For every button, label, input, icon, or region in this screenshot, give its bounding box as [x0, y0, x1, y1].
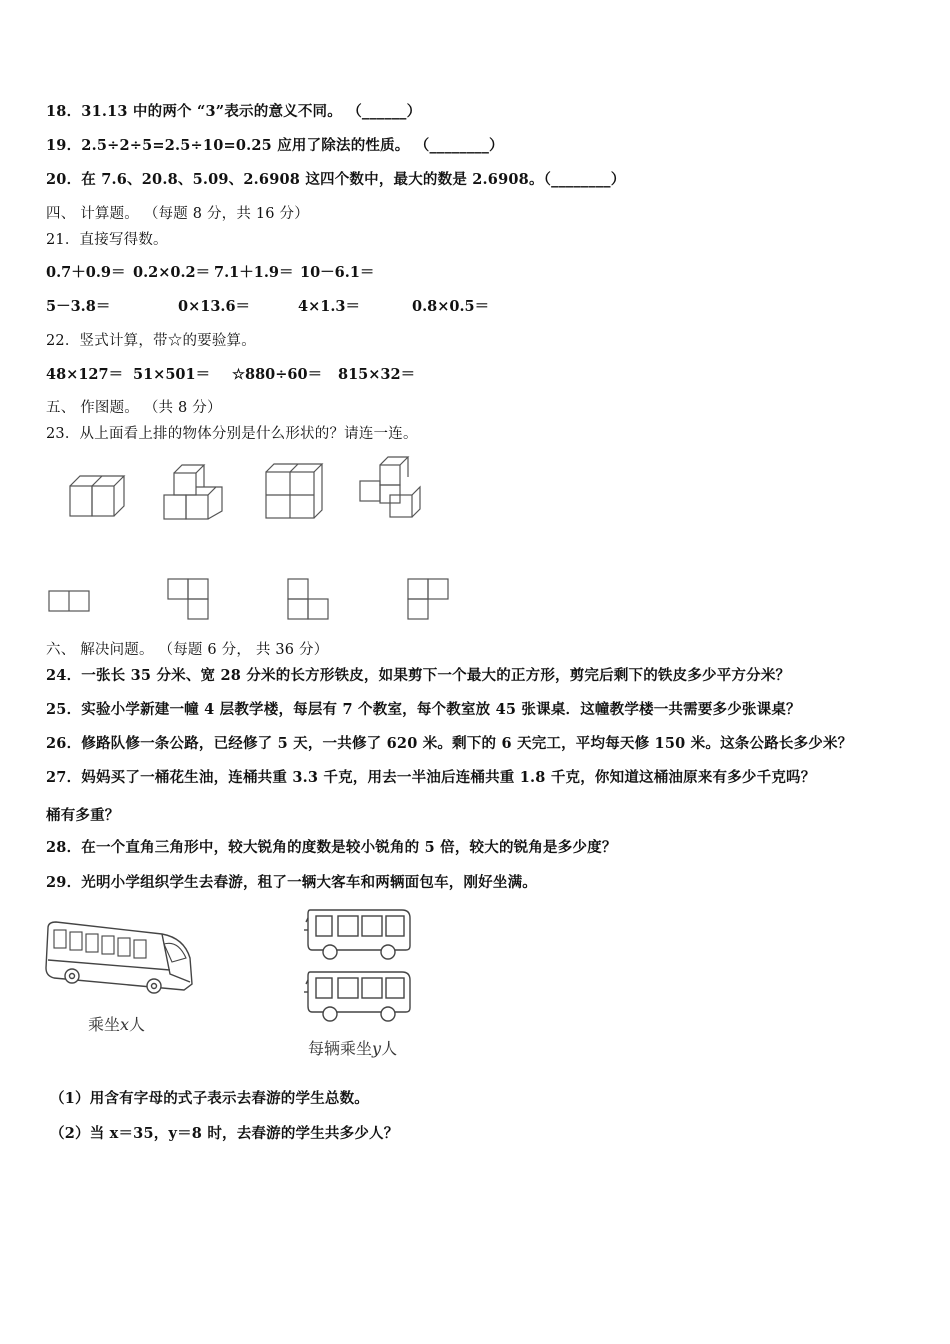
- calc-item: 51×501＝: [133, 366, 211, 383]
- sub-question-2: （2）当 x＝35，y＝8 时，去春游的学生共多少人？: [50, 1125, 399, 1142]
- cube-figure-4: [358, 455, 422, 519]
- calc-item: 5－3.8＝: [46, 298, 111, 315]
- sub-question-1: （1）用含有字母的式子表示去春游的学生总数。: [50, 1090, 369, 1107]
- question-29: 29．光明小学组织学生去春游，租了一辆大客车和两辆面包车，刚好坐满。: [46, 874, 537, 891]
- cube-figure-3: [264, 462, 322, 520]
- view-shape-2: [166, 578, 210, 622]
- van-illustration: [302, 966, 414, 1024]
- calc-item: 10－6.1＝: [300, 264, 375, 281]
- calc-item: 0.8×0.5＝: [412, 298, 490, 315]
- question-19: 19．2.5÷2÷5=2.5÷10=0.25 应用了除法的性质。 （________）: [46, 137, 504, 154]
- question-26: 26．修路队修一条公路，已经修了 5 天，一共修了 620 米。剩下的 6 天完工，平均每天修 150 米。这条公路长多少米？: [46, 735, 853, 752]
- calc-item: 48×127＝: [46, 366, 124, 383]
- question-20: 20．在 7.6、20.8、5.09、2.6908 这四个数中，最大的数是 2.6908。（________）: [46, 171, 626, 188]
- section-6-heading: 六、 解决问题。 （每题 6 分， 共 36 分）: [46, 642, 329, 658]
- calc-item: 815×32＝: [338, 366, 416, 383]
- calc-item: 0×13.6＝: [178, 298, 251, 315]
- question-24: 24．一张长 35 分米、宽 28 分米的长方形铁皮，如果剪下一个最大的正方形，剪完后剩下的铁皮多少平方分米？: [46, 667, 791, 684]
- section-4-heading: 四、 计算题。 （每题 8 分，共 16 分）: [46, 206, 309, 222]
- question-23: 23．从上面看上排的物体分别是什么形状的？请连一连。: [46, 426, 418, 442]
- calc-item: 4×1.3＝: [298, 298, 360, 315]
- bus-label: 乘坐x人: [88, 1015, 146, 1034]
- question-28: 28．在一个直角三角形中，较大锐角的度数是较小锐角的 5 倍，较大的锐角是多少度？: [46, 839, 617, 856]
- cube-figure-1: [68, 470, 124, 520]
- cube-figure-2: [162, 461, 224, 521]
- view-shape-1: [48, 590, 90, 612]
- section-5-heading: 五、 作图题。 （共 8 分）: [46, 400, 222, 416]
- calc-item: 7.1＋1.9＝: [214, 264, 294, 281]
- question-22: 22．竖式计算，带☆的要验算。: [46, 333, 256, 349]
- calc-item: 0.7＋0.9＝: [46, 264, 126, 281]
- calc-item: 0.2×0.2＝: [133, 264, 211, 281]
- view-shape-4: [406, 578, 450, 622]
- question-25: 25．实验小学新建一幢 4 层教学楼，每层有 7 个教室，每个教室放 45 张课桌．这幢教学楼一共需要多少张课桌？: [46, 701, 801, 718]
- view-shape-3: [286, 578, 330, 622]
- van-label: 每辆乘坐y人: [308, 1039, 398, 1058]
- question-27-continued: 桶有多重？: [46, 807, 120, 824]
- calc-item: ☆880÷60＝: [232, 366, 323, 383]
- question-27: 27．妈妈买了一桶花生油，连桶共重 3.3 千克，用去一半油后连桶共重 1.8 千克，你知道这桶油原来有多少千克吗？: [46, 769, 816, 786]
- question-18: 18．31.13 中的两个 “3”表示的意义不同。 （______）: [46, 103, 422, 120]
- bus-illustration: [44, 918, 196, 1000]
- van-illustration: [302, 904, 414, 962]
- question-21: 21．直接写得数。: [46, 232, 168, 248]
